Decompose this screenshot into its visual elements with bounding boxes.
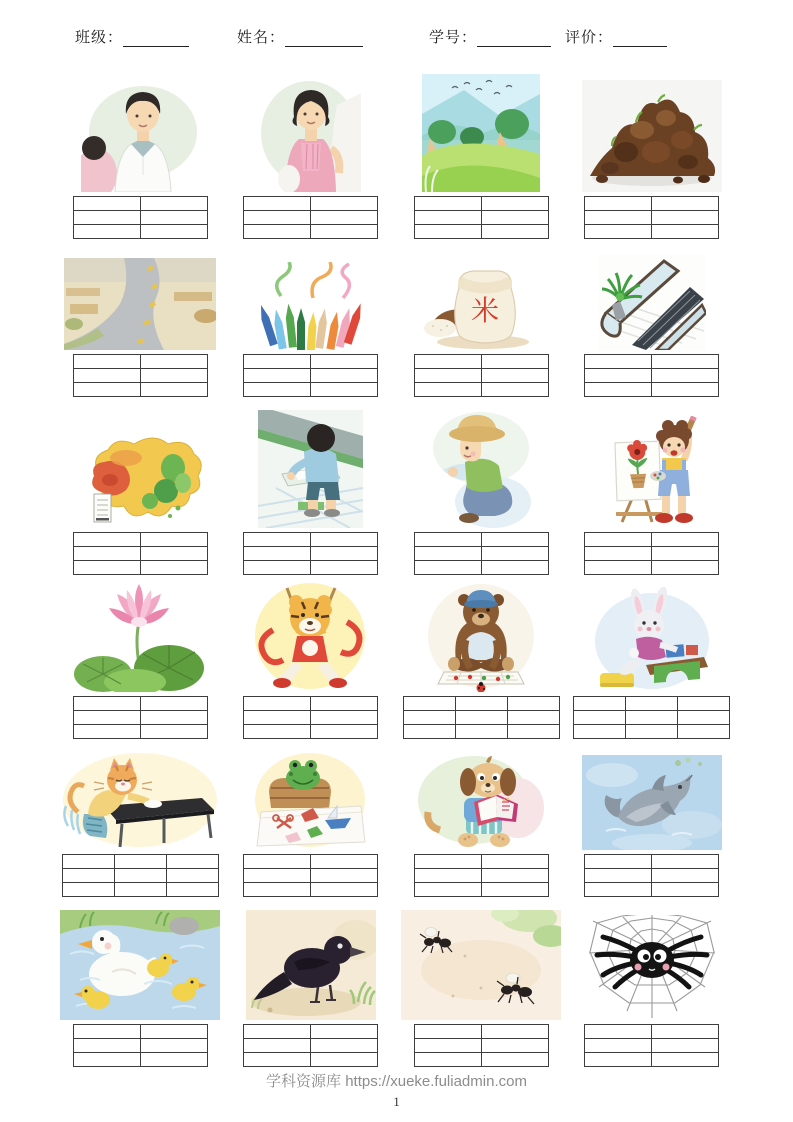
answer-cell[interactable] [311,1053,378,1067]
answer-cell[interactable] [652,1025,719,1039]
answer-cell[interactable] [585,547,652,561]
answer-cell[interactable] [414,355,481,369]
answer-cell[interactable] [481,355,548,369]
answer-cell[interactable] [244,533,311,547]
answer-cell[interactable] [652,355,719,369]
answer-cell[interactable] [481,1025,548,1039]
answer-cell[interactable] [244,197,311,211]
answer-table[interactable] [243,354,378,397]
img-boy-white-shirt [81,80,199,192]
field-evaluation [565,26,667,47]
answer-table[interactable] [414,1024,549,1067]
answer-cell[interactable] [414,1039,481,1053]
answer-cell[interactable] [140,211,207,225]
img-ducks [60,910,220,1020]
img-bear-board-game [426,580,536,692]
answer-cell[interactable] [73,533,140,547]
answer-cell[interactable] [414,211,481,225]
answer-table[interactable] [584,1024,719,1067]
answer-cell[interactable] [140,383,207,397]
answer-table[interactable] [73,354,208,397]
answer-cell[interactable] [585,369,652,383]
item-woman-pink [226,70,397,250]
name-blank[interactable] [285,30,363,47]
answer-table[interactable] [243,1024,378,1067]
answer-table[interactable] [243,196,378,239]
answer-cell[interactable] [481,1039,548,1053]
answer-table[interactable] [414,532,549,575]
answer-cell[interactable] [414,1025,481,1039]
student-id-blank[interactable] [477,30,551,47]
class-blank[interactable] [123,30,189,47]
answer-table[interactable] [584,354,719,397]
answer-cell[interactable] [574,711,626,725]
answer-cell[interactable] [414,883,481,897]
answer-cell[interactable] [455,697,507,711]
answer-cell[interactable] [507,725,559,739]
header [75,26,667,47]
item-frog-origami [226,745,397,905]
answer-cell[interactable] [585,197,652,211]
answer-cell[interactable] [311,211,378,225]
answer-cell[interactable] [73,561,140,575]
answer-cell[interactable] [244,697,311,711]
item-escalator [567,250,738,405]
answer-cell[interactable] [311,533,378,547]
item-ants [396,905,567,1070]
answer-cell[interactable] [140,1025,207,1039]
answer-cell[interactable] [414,533,481,547]
answer-cell[interactable] [481,225,548,239]
answer-cell[interactable] [311,725,378,739]
answer-table[interactable] [73,532,208,575]
item-rabbit-blocks [567,575,738,745]
answer-cell[interactable] [678,697,730,711]
answer-cell[interactable] [585,211,652,225]
answer-cell[interactable] [73,197,140,211]
answer-cell[interactable] [73,547,140,561]
field-class [75,26,189,47]
answer-cell[interactable] [414,197,481,211]
answer-table[interactable] [243,854,378,897]
item-rice-bag [396,250,567,405]
row-2 [55,250,738,405]
img-spider [587,915,717,1020]
answer-cell[interactable] [585,533,652,547]
item-boy-straw-hat [396,405,567,575]
answer-cell[interactable] [403,697,455,711]
answer-cell[interactable] [455,711,507,725]
answer-cell[interactable] [652,883,719,897]
answer-cell[interactable] [652,211,719,225]
answer-cell[interactable] [481,547,548,561]
answer-cell[interactable] [652,383,719,397]
img-boy-painting [594,416,709,528]
img-boy-straw-hat [431,410,531,528]
answer-cell[interactable] [311,355,378,369]
img-ants [401,910,561,1020]
answer-cell[interactable] [311,1039,378,1053]
answer-cell[interactable] [140,1039,207,1053]
answer-cell[interactable] [166,855,218,869]
answer-cell[interactable] [481,855,548,869]
answer-cell[interactable] [414,369,481,383]
name-label: 姓名： [237,30,286,46]
item-cat-wiping-table [55,745,226,905]
answer-cell[interactable] [481,533,548,547]
answer-cell[interactable] [140,1053,207,1067]
answer-cell[interactable] [585,561,652,575]
item-crow [226,905,397,1070]
answer-cell[interactable] [73,383,140,397]
answer-cell[interactable] [414,225,481,239]
answer-cell[interactable] [585,355,652,369]
answer-cell[interactable] [652,561,719,575]
answer-cell[interactable] [166,869,218,883]
answer-cell[interactable] [626,697,678,711]
answer-cell[interactable] [311,711,378,725]
answer-cell[interactable] [244,383,311,397]
img-cat-wiping-table [60,750,220,850]
answer-cell[interactable] [585,1039,652,1053]
answer-cell[interactable] [140,197,207,211]
answer-cell[interactable] [414,869,481,883]
answer-cell[interactable] [244,725,311,739]
answer-cell[interactable] [62,855,114,869]
answer-table[interactable] [584,196,719,239]
answer-cell[interactable] [73,369,140,383]
item-hills [396,70,567,250]
answer-table[interactable] [573,696,730,739]
answer-cell[interactable] [481,383,548,397]
item-tiger-dancing [226,575,397,745]
item-boy-writing [226,405,397,575]
img-frog-origami [253,750,368,850]
answer-cell[interactable] [414,561,481,575]
answer-cell[interactable] [574,725,626,739]
answer-cell[interactable] [73,211,140,225]
answer-table[interactable] [414,854,549,897]
answer-table[interactable] [243,532,378,575]
answer-cell[interactable] [140,561,207,575]
answer-cell[interactable] [244,211,311,225]
answer-cell[interactable] [244,1053,311,1067]
answer-cell[interactable] [414,547,481,561]
item-soil-pile [567,70,738,250]
field-name [237,26,363,47]
answer-cell[interactable] [585,855,652,869]
answer-cell[interactable] [311,225,378,239]
item-spider [567,905,738,1070]
answer-cell[interactable] [244,869,311,883]
evaluation-label: 评价： [565,30,614,46]
answer-cell[interactable] [114,883,166,897]
answer-cell[interactable] [244,355,311,369]
answer-cell[interactable] [73,711,140,725]
img-boy-writing [258,410,363,528]
item-dog-reading [396,745,567,905]
img-rice-bag [421,258,541,350]
answer-cell[interactable] [244,1039,311,1053]
answer-cell[interactable] [585,1025,652,1039]
answer-cell[interactable] [403,711,455,725]
answer-cell[interactable] [507,711,559,725]
answer-cell[interactable] [140,355,207,369]
img-dog-reading [416,750,546,850]
answer-cell[interactable] [455,725,507,739]
answer-cell[interactable] [244,369,311,383]
answer-cell[interactable] [244,225,311,239]
answer-table[interactable] [584,532,719,575]
answer-cell[interactable] [140,225,207,239]
answer-cell[interactable] [244,855,311,869]
answer-cell[interactable] [481,197,548,211]
rice-character: 米 [471,296,500,327]
img-escalator [598,255,706,350]
answer-cell[interactable] [585,883,652,897]
answer-cell[interactable] [140,547,207,561]
answer-cell[interactable] [73,1025,140,1039]
img-crayons [251,262,371,350]
answer-cell[interactable] [585,869,652,883]
answer-cell[interactable] [652,533,719,547]
answer-cell[interactable] [244,1025,311,1039]
watermark: 学科资源库 https://xueke.fuliadmin.com [266,1073,527,1090]
answer-cell[interactable] [481,211,548,225]
img-china-map [70,428,210,528]
answer-cell[interactable] [114,855,166,869]
answer-cell[interactable] [626,725,678,739]
answer-cell[interactable] [481,561,548,575]
answer-cell[interactable] [140,725,207,739]
answer-cell[interactable] [507,697,559,711]
answer-cell[interactable] [244,883,311,897]
answer-cell[interactable] [73,225,140,239]
answer-cell[interactable] [73,1053,140,1067]
answer-cell[interactable] [414,855,481,869]
answer-cell[interactable] [244,547,311,561]
class-label: 班级： [75,30,124,46]
answer-cell[interactable] [652,369,719,383]
answer-cell[interactable] [311,561,378,575]
answer-cell[interactable] [114,869,166,883]
answer-cell[interactable] [311,197,378,211]
answer-cell[interactable] [311,383,378,397]
img-lotus [73,582,208,692]
answer-table[interactable] [62,854,219,897]
answer-cell[interactable] [311,1025,378,1039]
answer-cell[interactable] [414,383,481,397]
answer-cell[interactable] [481,1053,548,1067]
answer-cell[interactable] [62,883,114,897]
answer-cell[interactable] [311,883,378,897]
answer-cell[interactable] [414,1053,481,1067]
answer-cell[interactable] [574,697,626,711]
row-1 [55,70,738,250]
img-crow [246,910,376,1020]
answer-cell[interactable] [678,711,730,725]
answer-table[interactable] [73,696,208,739]
item-bear-board-game [396,575,567,745]
answer-cell[interactable] [652,855,719,869]
answer-table[interactable] [403,696,560,739]
answer-cell[interactable] [140,369,207,383]
item-boy-white-shirt [55,70,226,250]
answer-cell[interactable] [311,869,378,883]
answer-cell[interactable] [481,369,548,383]
evaluation-blank[interactable] [613,30,667,47]
answer-cell[interactable] [585,225,652,239]
answer-cell[interactable] [244,561,311,575]
answer-table[interactable] [414,354,549,397]
img-woman-pink [261,77,361,192]
answer-cell[interactable] [585,383,652,397]
answer-cell[interactable] [481,883,548,897]
answer-cell[interactable] [652,197,719,211]
answer-cell[interactable] [311,547,378,561]
img-rabbit-blocks [592,587,712,692]
row-6 [55,905,738,1070]
answer-cell[interactable] [73,1039,140,1053]
student-id-label: 学号： [429,30,478,46]
item-crayons [226,250,397,405]
answer-cell[interactable] [626,711,678,725]
answer-cell[interactable] [652,1053,719,1067]
row-4 [55,575,738,745]
answer-cell[interactable] [62,869,114,883]
item-dolphin [567,745,738,905]
img-dolphin [582,755,722,850]
answer-cell[interactable] [652,225,719,239]
item-boy-painting [567,405,738,575]
answer-cell[interactable] [140,533,207,547]
exercise-grid [55,70,738,1070]
answer-cell[interactable] [585,1053,652,1067]
answer-cell[interactable] [73,725,140,739]
item-ducks [55,905,226,1070]
item-china-map [55,405,226,575]
answer-table[interactable] [73,1024,208,1067]
answer-cell[interactable] [652,869,719,883]
answer-cell[interactable] [678,725,730,739]
item-road [55,250,226,405]
answer-cell[interactable] [311,697,378,711]
answer-table[interactable] [584,854,719,897]
img-soil-pile [582,80,722,192]
page-number: 1 [393,1094,400,1109]
row-5 [55,745,738,905]
answer-cell[interactable] [311,855,378,869]
answer-cell[interactable] [73,355,140,369]
answer-cell[interactable] [311,369,378,383]
row-3 [55,405,738,575]
answer-cell[interactable] [652,1039,719,1053]
answer-cell[interactable] [481,869,548,883]
img-hills [422,74,540,192]
answer-cell[interactable] [244,711,311,725]
answer-cell[interactable] [140,697,207,711]
answer-cell[interactable] [73,697,140,711]
answer-cell[interactable] [166,883,218,897]
img-tiger-dancing [253,580,368,692]
answer-cell[interactable] [403,725,455,739]
answer-cell[interactable] [652,547,719,561]
item-lotus [55,575,226,745]
answer-cell[interactable] [140,711,207,725]
answer-table[interactable] [414,196,549,239]
field-student-id [429,26,551,47]
answer-table[interactable] [243,696,378,739]
img-road [64,258,216,350]
answer-table[interactable] [73,196,208,239]
